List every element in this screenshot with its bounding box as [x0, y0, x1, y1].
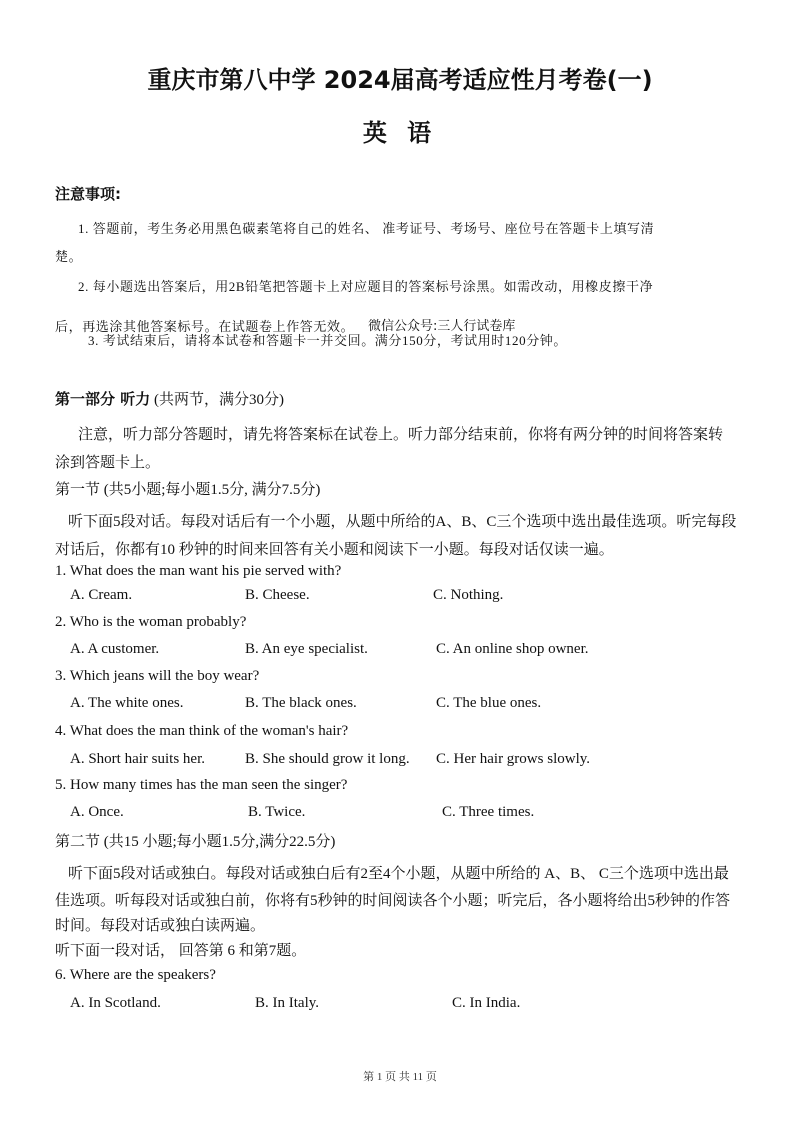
notes-heading: 注意事项: [55, 185, 121, 203]
question-5-stem: 5. How many times has the man seen the singer? [55, 777, 348, 793]
question-6-option-b: B. In Italy. [255, 995, 320, 1011]
question-6-option-a: A. In Scotland. [70, 995, 161, 1011]
note-item-1-line-2: 楚。 [55, 249, 83, 264]
question-2-option-a: A. A customer. [70, 641, 160, 657]
question-4-option-c: C. Her hair grows slowly. [436, 751, 591, 767]
section-1-intro-line-2: 对话后，你都有10 秒钟的时间来回答有关小题和阅读下一小题。每段对话仅读一遍。 [55, 542, 614, 558]
question-3-option-c: C. The blue ones. [436, 695, 542, 711]
question-5-option-c: C. Three times. [442, 804, 535, 820]
question-2-option-b: B. An eye specialist. [245, 641, 368, 657]
exam-title: 重庆市第八中学 2024届高考适应性月考卷(一) [147, 66, 653, 94]
section-2-intro-line-2: 佳选项。听每段对话或独白前，你将有5秒钟的时间阅读各个小题；听完后，各小题将给出5秒钟的作答 [55, 893, 731, 909]
section-2-intro-line-3: 时间。每段对话或独白读两遍。 [55, 918, 266, 934]
question-1-option-a: A. Cream. [70, 587, 133, 603]
question-3-option-a: A. The white ones. [70, 695, 184, 711]
question-2-option-c: C. An online shop owner. [436, 641, 589, 657]
question-4-option-b: B. She should grow it long. [245, 751, 410, 767]
question-3-option-b: B. The black ones. [245, 695, 357, 711]
note-item-2-line-2: 后，再选涂其他答案标号。在试题卷上作答无效。 [55, 319, 355, 334]
part-1-heading [55, 388, 284, 409]
question-3-stem: 3. Which jeans will the boy wear? [55, 668, 260, 684]
note-item-3: 3. 考试结束后，请将本试卷和答题卡一并交回。满分150分，考试用时120分钟。 [88, 333, 568, 348]
section-2-heading: 第二节 (共15 小题;每小题1.5分,满分22.5分) [55, 834, 336, 850]
section-1-intro-line-1: 听下面5段对话。每段对话后有一个小题，从题中所给的A、B、C三个选项中选出最佳选项。听完每段 [68, 514, 737, 530]
question-2-stem: 2. Who is the woman probably? [55, 614, 247, 630]
part-1-heading-score: (共两节，满分30分) [150, 392, 284, 408]
watermark-text: 微信公众号:三人行试卷库 [368, 319, 516, 334]
note-item-2-line-1: 2. 每小题选出答案后，用2B铅笔把答题卡上对应题目的答案标号涂黑。如需改动，用橡皮擦干净 [78, 279, 654, 294]
question-1-stem: 1. What does the man want his pie served with? [55, 563, 342, 579]
section-1-heading: 第一节 (共5小题;每小题1.5分, 满分7.5分) [55, 482, 321, 498]
question-5-option-a: A. Once. [70, 804, 124, 820]
question-5-option-b: B. Twice. [248, 804, 306, 820]
subject-title: 英 语 [362, 119, 438, 147]
section-2-intro-line-1: 听下面5段对话或独白。每段对话或独白后有2至4个小题，从题中所给的 A、B、 C三个选项中选出最 [68, 866, 729, 882]
question-1-option-c: C. Nothing. [433, 587, 504, 603]
question-1-option-b: B. Cheese. [245, 587, 310, 603]
question-4-stem: 4. What does the man think of the woman's hair? [55, 723, 349, 739]
part-1-intro-line-1: 注意，听力部分答题时，请先将答案标在试卷上。听力部分结束前，你将有两分钟的时间将答案转 [78, 427, 724, 443]
part-1-heading-title: 第一部分 听力 [55, 390, 151, 408]
note-item-1-line-1: 1. 答题前，考生务必用黑色碳素笔将自己的姓名、 准考证号、考场号、座位号在答题卡上填写清 [78, 221, 655, 236]
question-6-option-c: C. In India. [452, 995, 521, 1011]
question-6-stem: 6. Where are the speakers? [55, 967, 216, 983]
part-1-intro-line-2: 涂到答题卡上。 [55, 455, 161, 471]
section-2-instruction: 听下面一段对话， 回答第 6 和第7题。 [55, 943, 307, 959]
question-4-option-a: A. Short hair suits her. [70, 751, 205, 767]
page-footer: 第 1 页 共 11 页 [363, 1071, 437, 1083]
